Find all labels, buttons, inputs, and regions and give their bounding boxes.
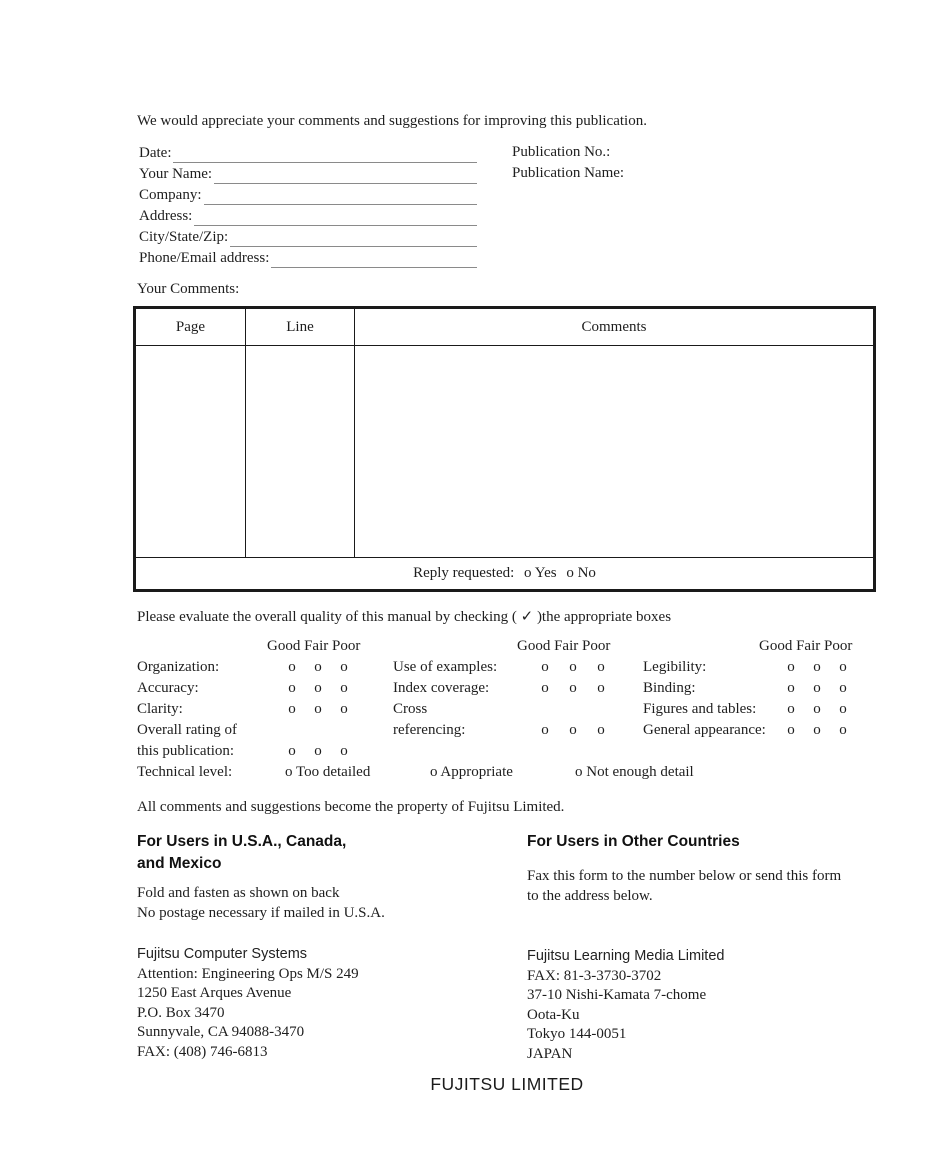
- rating-circle-fair: o: [314, 659, 322, 675]
- rating-circle-fair: o: [569, 680, 577, 696]
- other-instruction-line: to the address below.: [527, 887, 653, 904]
- field-phone-email: [139, 247, 477, 268]
- reply-requested-label: Reply requested:: [413, 565, 515, 581]
- other-countries-instructions: [527, 867, 950, 906]
- field-publication-name: Publication Name:: [512, 165, 625, 181]
- field-blank-line: [214, 166, 477, 184]
- rating-circle-fair: o: [314, 680, 322, 696]
- evaluation-column-3: [643, 636, 856, 741]
- other-instruction-line: Fax this form to the number below or send this form: [527, 868, 842, 884]
- field-city-state-zip: [139, 226, 477, 247]
- other-org-name: Fujitsu Learning Media Limited: [527, 948, 725, 964]
- other-address-line: FAX: 81-3-3730-3702: [527, 967, 662, 984]
- technical-level-option-not-enough-detail: o Not enough detail: [575, 764, 694, 780]
- column-header-page: Page: [135, 308, 246, 346]
- rating-circle-good: o: [288, 743, 296, 759]
- rating-row-figures-and-tables: [643, 699, 856, 720]
- field-blank-line: [271, 250, 477, 268]
- usa-heading-line1: For Users in U.S.A., Canada,: [137, 833, 347, 850]
- page-cell: [135, 346, 246, 558]
- publication-fields: [512, 142, 624, 268]
- rating-label: Cross: [393, 701, 428, 717]
- contact-fields: [139, 142, 477, 268]
- rating-circle-good: o: [787, 680, 795, 696]
- comments-table-body-row: [135, 346, 875, 558]
- other-address-line: 37-10 Nishi-Kamata 7-chome: [527, 987, 707, 1003]
- comments-section-label: Your Comments:: [137, 281, 240, 297]
- usa-instructions: [137, 884, 527, 923]
- usa-heading: [137, 831, 527, 875]
- field-address: [139, 205, 477, 226]
- rating-circle-fair: o: [813, 701, 821, 717]
- rating-label: referencing:: [393, 722, 466, 738]
- rating-circle-good: o: [288, 659, 296, 675]
- field-publication-no: Publication No.:: [512, 144, 611, 160]
- rating-label: Clarity:: [137, 701, 183, 717]
- reply-option-no: o No: [566, 565, 596, 581]
- rating-circle-fair: o: [314, 701, 322, 717]
- usa-section: [137, 831, 527, 1064]
- usa-address-line: Attention: Engineering Ops M/S 249: [137, 965, 359, 982]
- rating-row-overall-rating-line2: [137, 741, 360, 762]
- technical-level-option-too-detailed: o Too detailed: [285, 764, 371, 780]
- rating-row-overall-rating-line1: [137, 720, 360, 741]
- rating-circle-poor: o: [340, 659, 348, 675]
- rating-label: Overall rating of: [137, 722, 237, 738]
- evaluation-column-2: [393, 636, 615, 741]
- other-countries-heading: For Users in Other Countries: [527, 833, 740, 850]
- rating-circle-poor: o: [839, 680, 847, 696]
- rating-label: Legibility:: [643, 659, 707, 675]
- rating-circle-good: o: [787, 659, 795, 675]
- evaluation-grid: [0, 636, 950, 762]
- evaluation-column-1: [137, 636, 360, 762]
- column-header-line: Line: [246, 308, 355, 346]
- rating-row-accuracy: [137, 678, 360, 699]
- rating-row-organization: [137, 657, 360, 678]
- field-blank-line: [230, 229, 477, 247]
- field-label: Address:: [139, 208, 193, 224]
- other-address-line: JAPAN: [527, 1045, 573, 1062]
- usa-address-line: P.O. Box 3470: [137, 1004, 225, 1021]
- field-label: Company:: [139, 187, 202, 203]
- rating-circle-fair: o: [314, 743, 322, 759]
- evaluation-instruction: Please evaluate the overall quality of this manual by checking ( ✓ )the appropriate boxes: [137, 609, 672, 625]
- rating-circle-poor: o: [839, 701, 847, 717]
- property-note: All comments and suggestions become the property of Fujitsu Limited.: [137, 799, 565, 815]
- field-label: Date:: [139, 145, 172, 161]
- rating-circle-fair: o: [813, 659, 821, 675]
- rating-row-general-appearance: [643, 720, 856, 741]
- rating-label: Index coverage:: [393, 680, 490, 696]
- rating-circle-good: o: [288, 680, 296, 696]
- other-countries-section: [527, 831, 950, 1064]
- field-label: Your Name:: [139, 166, 213, 182]
- rating-row-clarity: [137, 699, 360, 720]
- rating-label: this publication:: [137, 743, 235, 759]
- rating-row-binding: [643, 678, 856, 699]
- technical-level-option-appropriate: o Appropriate: [430, 764, 513, 780]
- reply-requested-row: [135, 558, 875, 591]
- rating-circle-poor: o: [340, 701, 348, 717]
- field-blank-line: [173, 145, 477, 163]
- rating-circle-good: o: [541, 722, 549, 738]
- field-blank-line: [204, 187, 478, 205]
- usa-address-line: 1250 East Arques Avenue: [137, 985, 292, 1001]
- comments-cell: [355, 346, 875, 558]
- rating-circle-poor: o: [597, 722, 605, 738]
- rating-circle-poor: o: [839, 659, 847, 675]
- rating-circle-fair: o: [569, 659, 577, 675]
- rating-label: Organization:: [137, 659, 220, 675]
- rating-circle-poor: o: [340, 743, 348, 759]
- field-blank-line: [194, 208, 477, 226]
- company-name: FUJITSU LIMITED: [430, 1074, 584, 1094]
- rating-label: Use of examples:: [393, 659, 498, 675]
- other-countries-address-block: [527, 947, 950, 1064]
- other-address-line: Tokyo 144-0051: [527, 1026, 627, 1042]
- rating-circle-good: o: [541, 680, 549, 696]
- reply-requested-cell: [135, 558, 875, 591]
- rating-row-index-coverage: [393, 678, 615, 699]
- scale-header: Good Fair Poor: [759, 638, 853, 654]
- column-header-comments: Comments: [355, 308, 875, 346]
- other-address-line: Oota-Ku: [527, 1006, 580, 1023]
- scale-header: Good Fair Poor: [517, 638, 611, 654]
- rating-circle-poor: o: [597, 659, 605, 675]
- rating-circle-poor: o: [340, 680, 348, 696]
- rating-row-legibility: [643, 657, 856, 678]
- footer-columns: [137, 831, 950, 1064]
- rating-circle-fair: o: [813, 680, 821, 696]
- usa-instruction-line: Fold and fasten as shown on back: [137, 885, 340, 901]
- field-label: Phone/Email address:: [139, 250, 270, 266]
- scale-header: Good Fair Poor: [267, 638, 361, 654]
- rating-circle-good: o: [288, 701, 296, 717]
- rating-circle-fair: o: [569, 722, 577, 738]
- rating-circle-good: o: [541, 659, 549, 675]
- field-label: City/State/Zip:: [139, 229, 229, 245]
- technical-level-label: Technical level:: [137, 764, 233, 780]
- rating-circle-fair: o: [813, 722, 821, 738]
- usa-org-name: Fujitsu Computer Systems: [137, 946, 308, 962]
- rating-row-use-of-examples: [393, 657, 615, 678]
- rating-circle-poor: o: [597, 680, 605, 696]
- usa-address-block: [137, 945, 527, 1062]
- field-company: [139, 184, 477, 205]
- rating-row-referencing-line2: [393, 720, 615, 741]
- rating-label: Accuracy:: [137, 680, 199, 696]
- rating-circle-good: o: [787, 701, 795, 717]
- reply-option-yes: o Yes: [524, 565, 557, 581]
- field-your-name: [139, 163, 477, 184]
- usa-heading-line2: and Mexico: [137, 855, 222, 872]
- contact-info-section: [139, 142, 950, 268]
- comments-table-header-row: [135, 308, 875, 346]
- usa-address-line: Sunnyvale, CA 94088-3470: [137, 1024, 305, 1040]
- intro-text: We would appreciate your comments and suggestions for improving this publication.: [137, 113, 647, 129]
- line-cell: [246, 346, 355, 558]
- rating-row-cross-line1: [393, 699, 615, 720]
- rating-label: Figures and tables:: [643, 701, 757, 717]
- rating-label: Binding:: [643, 680, 696, 696]
- field-date: [139, 142, 477, 163]
- technical-level-row: [137, 762, 950, 783]
- rating-circle-good: o: [787, 722, 795, 738]
- usa-address-line: FAX: (408) 746-6813: [137, 1043, 268, 1060]
- rating-circle-poor: o: [839, 722, 847, 738]
- rating-label: General appearance:: [643, 722, 766, 738]
- comments-table: [133, 306, 876, 592]
- usa-instruction-line: No postage necessary if mailed in U.S.A.: [137, 904, 385, 921]
